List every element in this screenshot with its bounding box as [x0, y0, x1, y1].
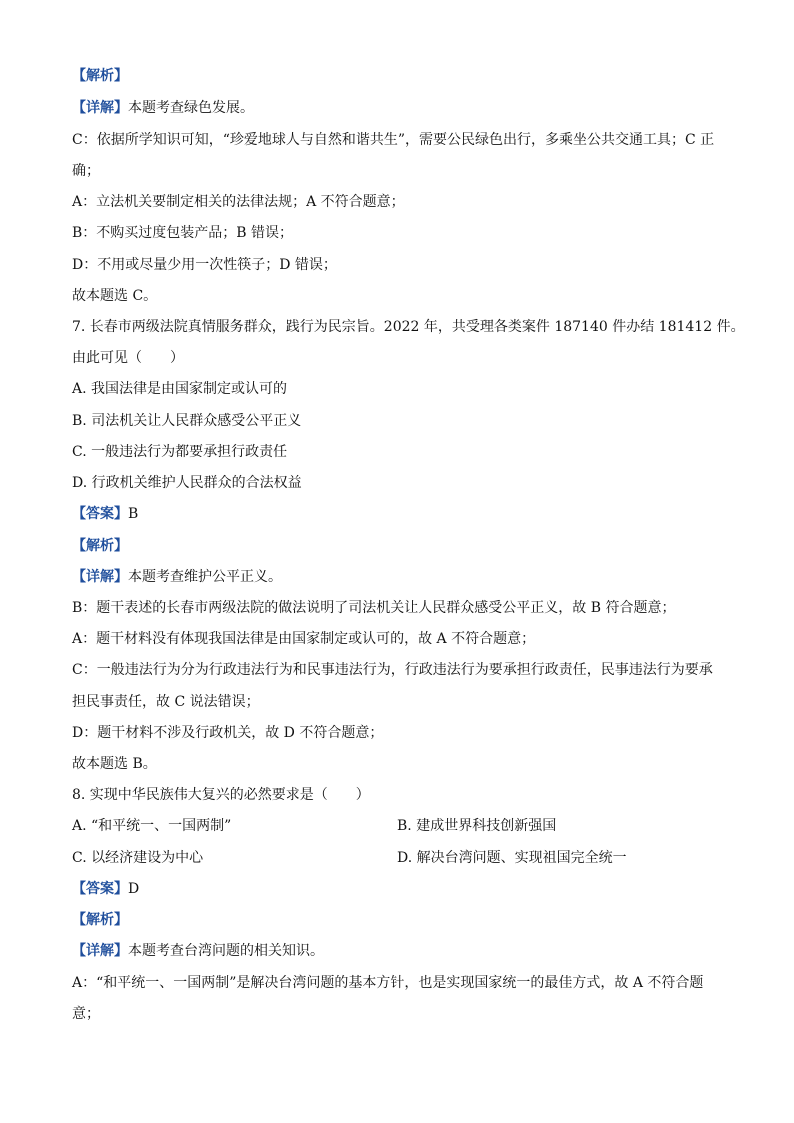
answer-value: D [128, 881, 140, 897]
explanation-line: 意； [72, 1006, 100, 1022]
explanation-line: 确； [72, 163, 100, 179]
question-8-option-c: C. 以经济建设为中心 [72, 850, 204, 866]
detail-text: 本题考查台湾问题的相关知识。 [128, 943, 324, 959]
answer-line [72, 505, 138, 523]
analysis-heading: 【解析】 [72, 68, 128, 84]
conclusion-line: 故本题选 B。 [72, 756, 157, 772]
explanation-line: A：题干材料没有体现我国法律是由国家制定或认可的，故 A 不符合题意； [72, 631, 536, 647]
question-8-stem: 8. 实现中华民族伟大复兴的必然要求是（ ） [72, 787, 370, 803]
conclusion-line: 故本题选 C。 [72, 288, 158, 304]
detail-line [72, 942, 324, 960]
question-7-option-c: C. 一般违法行为都要承担行政责任 [72, 444, 288, 460]
detail-text: 本题考查维护公平正义。 [128, 569, 282, 585]
question-7-stem-cont: 由此可见（ ） [72, 350, 184, 366]
explanation-line: B：不购买过度包装产品；B 错误； [72, 225, 294, 241]
explanation-line: A：立法机关要制定相关的法律法规；A 不符合题意； [72, 194, 405, 210]
analysis-heading: 【解析】 [72, 912, 128, 928]
answer-line [72, 880, 139, 898]
answer-tag: 【答案】 [72, 881, 128, 897]
answer-value: B [128, 506, 139, 522]
question-7-stem: 7. 长春市两级法院真情服务群众，践行为民宗旨。2022 年，共受理各类案件 187140 件办结 181412 件。 [72, 319, 745, 335]
detail-line [72, 99, 254, 117]
detail-tag: 【详解】 [72, 943, 128, 959]
explanation-line: C：依据所学知识可知，“珍爱地球人与自然和谐共生”，需要公民绿色出行，多乘坐公共交通工具；C 正 [72, 132, 715, 148]
question-8-option-a: A. “和平统一、一国两制” [72, 818, 232, 834]
detail-tag: 【详解】 [72, 569, 128, 585]
analysis-heading: 【解析】 [72, 538, 128, 554]
explanation-line: D：不用或尽量少用一次性筷子；D 错误； [72, 257, 337, 273]
explanation-line: C：一般违法行为分为行政违法行为和民事违法行为，行政违法行为要承担行政责任，民事违法行为要承 [72, 662, 713, 678]
explanation-line: 担民事责任，故 C 说法错误； [72, 694, 260, 710]
detail-text: 本题考查绿色发展。 [128, 100, 254, 116]
question-7-option-a: A. 我国法律是由国家制定或认可的 [72, 381, 288, 397]
question-8-option-b: B. 建成世界科技创新强国 [397, 818, 557, 834]
explanation-line: A：“和平统一、一国两制”是解决台湾问题的基本方针，也是实现国家统一的最佳方式，故 A 不符合题 [72, 975, 704, 991]
question-7-option-d: D. 行政机关维护人民群众的合法权益 [72, 475, 302, 491]
explanation-line: B：题干表述的长春市两级法院的做法说明了司法机关让人民群众感受公平正义，故 B 符合题意； [72, 600, 676, 616]
detail-tag: 【详解】 [72, 100, 128, 116]
question-7-option-b: B. 司法机关让人民群众感受公平正义 [72, 413, 302, 429]
detail-line [72, 568, 282, 586]
answer-tag: 【答案】 [72, 506, 128, 522]
question-8-option-d: D. 解决台湾问题、实现祖国完全统一 [397, 850, 627, 866]
explanation-line: D：题干材料不涉及行政机关，故 D 不符合题意； [72, 725, 384, 741]
